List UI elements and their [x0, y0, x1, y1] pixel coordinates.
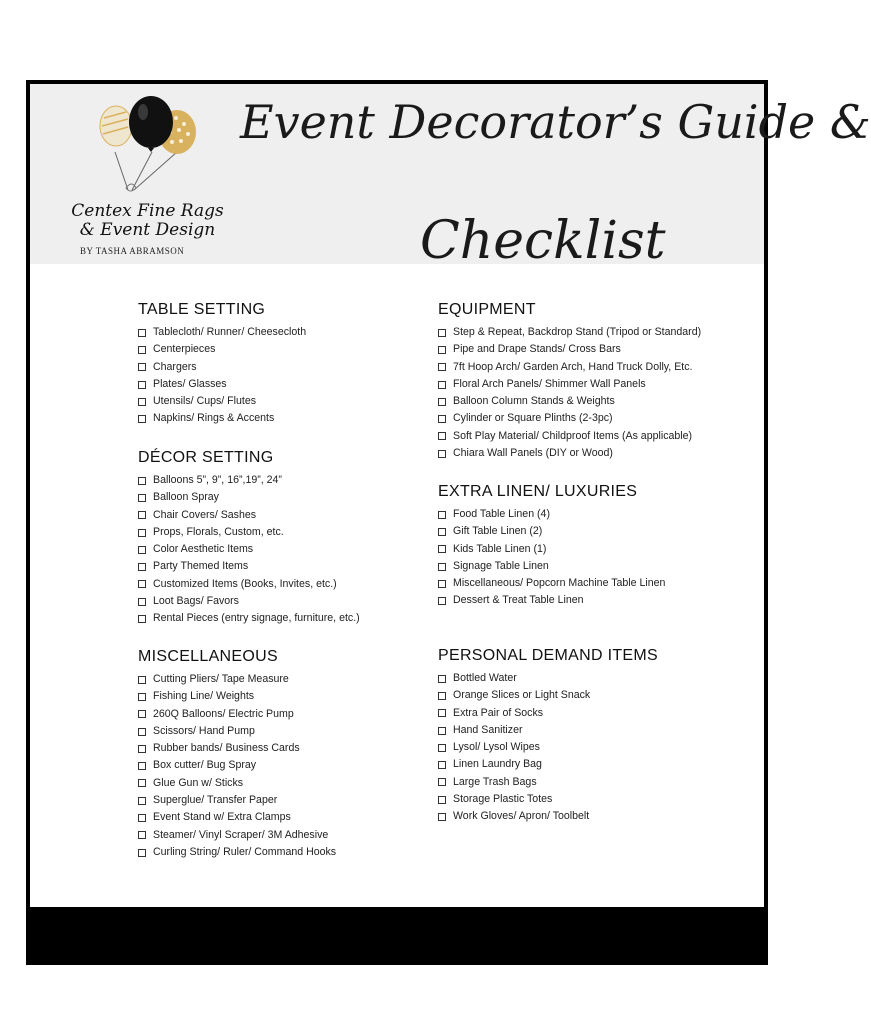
checkbox-icon[interactable]: [438, 415, 446, 423]
section-equipment: [438, 300, 701, 462]
section-decor-setting: [138, 448, 360, 628]
checklist-item-label: Kids Table Linen (1): [453, 542, 547, 555]
checklist-item-label: Fishing Line/ Weights: [153, 690, 255, 703]
checklist-item: [138, 410, 306, 427]
checklist-item: [138, 706, 336, 723]
checklist-item: [138, 671, 336, 688]
checklist-item: [138, 593, 360, 610]
checklist-item-label: Rubber bands/ Business Cards: [153, 742, 300, 755]
checkbox-icon[interactable]: [138, 415, 146, 423]
checkbox-icon[interactable]: [138, 381, 146, 389]
checklist-item-label: Gift Table Linen (2): [453, 525, 543, 538]
section-title: EXTRA LINEN/ LUXURIES: [438, 483, 638, 500]
checkbox-icon[interactable]: [438, 346, 446, 354]
logo-line-1: Centex Fine Rags: [71, 201, 224, 221]
checkbox-icon[interactable]: [438, 363, 446, 371]
checklist-item-label: Bottled Water: [453, 672, 517, 684]
checkbox-icon[interactable]: [138, 477, 146, 485]
footer-band: [30, 907, 764, 961]
checklist-item-label: 7ft Hoop Arch/ Garden Arch, Hand Truck Dolly, Etc.: [453, 360, 693, 373]
checklist-item: [138, 324, 306, 341]
checkbox-icon[interactable]: [438, 398, 446, 406]
logo-wordmark: [60, 202, 235, 240]
checklist-item: [138, 723, 336, 740]
checklist-item: [438, 575, 665, 592]
checklist-item-label: Large Trash Bags: [453, 775, 537, 788]
checklist-item-label: Cutting Pliers/ Tape Measure: [153, 673, 289, 685]
checkbox-icon[interactable]: [438, 381, 446, 389]
page-subtitle: Checklist: [420, 211, 666, 271]
checklist-item: [438, 558, 665, 575]
checklist-item-label: Steamer/ Vinyl Scraper/ 3M Adhesive: [153, 828, 329, 841]
checklist-item-label: Lysol/ Lysol Wipes: [453, 741, 540, 754]
checklist-item-label: Food Table Linen (4): [453, 508, 550, 520]
checklist-item: [138, 844, 336, 861]
checklist-item-label: Utensils/ Cups/ Flutes: [153, 395, 257, 408]
checklist-item-label: Loot Bags/ Favors: [153, 595, 239, 608]
checklist-item-label: Miscellaneous/ Popcorn Machine Table Linen: [453, 577, 666, 590]
checklist-item: [438, 410, 701, 427]
checklist-item-label: Customized Items (Books, Invites, etc.): [153, 577, 337, 590]
checklist-item-label: Linen Laundry Bag: [453, 758, 542, 771]
section-title: EQUIPMENT: [438, 301, 536, 318]
checklist-item-label: Balloon Spray: [153, 491, 219, 504]
checklist-item-label: Step & Repeat, Backdrop Stand (Tripod or Standard): [453, 326, 702, 338]
checklist-item-label: Pipe and Drape Stands/ Cross Bars: [453, 343, 621, 356]
checkbox-icon[interactable]: [138, 563, 146, 571]
document-page: [30, 84, 871, 907]
checklist: [138, 671, 336, 861]
checkbox-icon[interactable]: [438, 580, 446, 588]
checklist-item-label: Work Gloves/ Apron/ Toolbelt: [453, 810, 590, 823]
company-logo: [60, 90, 240, 260]
header-band: [30, 84, 871, 271]
balloons-icon: [60, 90, 240, 202]
checkbox-icon[interactable]: [438, 511, 446, 519]
checkbox-icon[interactable]: [138, 546, 146, 554]
checklist-item: [438, 791, 658, 808]
checklist-item-label: 260Q Balloons/ Electric Pump: [153, 707, 294, 720]
checklist-item: [438, 445, 701, 462]
checklist-item: [138, 610, 360, 627]
checkbox-icon[interactable]: [138, 511, 146, 519]
checklist-item-label: Balloons 5”, 9”, 16”,19”, 24”: [153, 474, 282, 486]
checklist-item-label: Tablecloth/ Runner/ Cheesecloth: [153, 326, 307, 338]
checklist-item: [438, 324, 701, 341]
checklist-item: [438, 705, 658, 722]
checklist-item-label: Signage Table Linen: [453, 559, 549, 572]
checklist-item: [438, 506, 665, 523]
checklist-item-label: Curling String/ Ruler/ Command Hooks: [153, 845, 337, 858]
checkbox-icon[interactable]: [438, 432, 446, 440]
checklist-item: [138, 827, 336, 844]
section-extra-linen: [438, 482, 665, 610]
checklist-item-label: Color Aesthetic Items: [153, 543, 254, 556]
checklist-item: [438, 393, 701, 410]
checkbox-icon[interactable]: [438, 450, 446, 458]
checklist-item-label: Storage Plastic Totes: [453, 793, 553, 806]
checklist-item: [438, 541, 665, 558]
checklist-item: [138, 576, 360, 593]
checklist-item-label: Centerpieces: [153, 343, 216, 356]
checkbox-icon[interactable]: [438, 796, 446, 804]
checklist-item: [138, 524, 360, 541]
checklist: [438, 506, 665, 610]
checklist-item: [438, 808, 658, 825]
checkbox-icon[interactable]: [438, 545, 446, 553]
page-frame: [26, 80, 871, 965]
checkbox-icon[interactable]: [138, 779, 146, 787]
checklist: [438, 670, 658, 826]
checklist-item: [438, 756, 658, 773]
checklist-item: [138, 507, 360, 524]
checkbox-icon[interactable]: [438, 813, 446, 821]
checklist-item-label: Floral Arch Panels/ Shimmer Wall Panels: [453, 377, 646, 390]
checklist-item: [138, 489, 360, 506]
checklist-item: [138, 688, 336, 705]
section-personal-demand: [438, 646, 658, 826]
checkbox-icon[interactable]: [138, 693, 146, 701]
checkbox-icon[interactable]: [138, 728, 146, 736]
checklist-item-label: Soft Play Material/ Childproof Items (As applicable): [453, 429, 693, 442]
checklist: [138, 324, 306, 428]
checklist-item-label: Dessert & Treat Table Linen: [453, 594, 584, 607]
checkbox-icon[interactable]: [138, 762, 146, 770]
checklist-item: [438, 359, 701, 376]
checklist: [138, 472, 360, 628]
checklist-item-label: Props, Florals, Custom, etc.: [153, 525, 284, 538]
checkbox-icon[interactable]: [138, 797, 146, 805]
checklist-item: [438, 670, 658, 687]
checklist-item-label: Rental Pieces (entry signage, furniture, etc.): [153, 612, 360, 625]
checklist-item: [138, 359, 306, 376]
checkbox-icon[interactable]: [438, 744, 446, 752]
checklist-item-label: Scissors/ Hand Pump: [153, 724, 255, 737]
checklist-item-label: Event Stand w/ Extra Clamps: [153, 811, 291, 824]
checkbox-icon[interactable]: [138, 363, 146, 371]
checklist-item-label: Chair Covers/ Sashes: [153, 508, 257, 521]
checklist-item-label: Superglue/ Transfer Paper: [153, 794, 278, 807]
checklist: [438, 324, 701, 462]
checklist-item-label: Extra Pair of Socks: [453, 706, 544, 719]
checkbox-icon[interactable]: [138, 494, 146, 502]
section-title: PERSONAL DEMAND ITEMS: [438, 647, 658, 664]
checkbox-icon[interactable]: [138, 329, 146, 337]
checkbox-icon[interactable]: [138, 529, 146, 537]
checkbox-icon[interactable]: [438, 528, 446, 536]
checkbox-icon[interactable]: [438, 675, 446, 683]
checklist-item: [138, 809, 336, 826]
page-title: Event Decorator’s Guide &: [240, 95, 871, 149]
checkbox-icon[interactable]: [438, 563, 446, 571]
checkbox-icon[interactable]: [138, 346, 146, 354]
checklist-item: [138, 740, 336, 757]
section-title: TABLE SETTING: [138, 301, 266, 318]
checklist-item-label: Hand Sanitizer: [453, 723, 523, 736]
section-title: MISCELLANEOUS: [138, 648, 278, 665]
logo-byline: BY TASHA ABRAMSON: [80, 246, 185, 256]
checkbox-icon[interactable]: [438, 692, 446, 700]
checklist-item-label: Chiara Wall Panels (DIY or Wood): [453, 447, 613, 460]
checklist-item: [438, 523, 665, 540]
checklist-item: [138, 558, 360, 575]
checkbox-icon[interactable]: [138, 398, 146, 406]
checkbox-icon[interactable]: [138, 831, 146, 839]
checklist-item: [438, 774, 658, 791]
checkbox-icon[interactable]: [438, 709, 446, 717]
checkbox-icon[interactable]: [438, 329, 446, 337]
checklist-item: [138, 341, 306, 358]
checklist-item: [138, 541, 360, 558]
checklist-item: [438, 739, 658, 756]
section-miscellaneous: [138, 647, 336, 861]
checklist-item: [138, 757, 336, 774]
checklist-item: [438, 376, 701, 393]
checklist-item: [438, 722, 658, 739]
checklist-item: [138, 393, 306, 410]
checklist-item-label: Cylinder or Square Plinths (2-3pc): [453, 412, 613, 425]
checkbox-icon[interactable]: [438, 778, 446, 786]
checkbox-icon[interactable]: [138, 676, 146, 684]
checklist-item: [138, 775, 336, 792]
checklist-item-label: Balloon Column Stands & Weights: [453, 395, 615, 408]
checkbox-icon[interactable]: [438, 761, 446, 769]
section-table-setting: [138, 300, 306, 428]
checklist-item-label: Chargers: [153, 360, 197, 373]
checkbox-icon[interactable]: [138, 814, 146, 822]
checklist-item: [438, 592, 665, 609]
checklist-item-label: Box cutter/ Bug Spray: [153, 759, 257, 772]
checkbox-icon[interactable]: [438, 597, 446, 605]
checkbox-icon[interactable]: [138, 849, 146, 857]
checklist-item: [138, 376, 306, 393]
checklist-item-label: Plates/ Glasses: [153, 377, 227, 390]
checkbox-icon[interactable]: [138, 580, 146, 588]
checklist-item-label: Party Themed Items: [153, 560, 249, 573]
checklist-item-label: Napkins/ Rings & Accents: [153, 412, 275, 425]
checkbox-icon[interactable]: [138, 598, 146, 606]
checklist-item-label: Orange Slices or Light Snack: [453, 689, 591, 702]
checkbox-icon[interactable]: [138, 745, 146, 753]
checklist-item-label: Glue Gun w/ Sticks: [153, 776, 244, 789]
checklist-item: [438, 428, 701, 445]
checkbox-icon[interactable]: [438, 727, 446, 735]
checklist-item: [438, 687, 658, 704]
checklist-item: [138, 472, 360, 489]
checkbox-icon[interactable]: [138, 710, 146, 718]
checklist-item: [138, 792, 336, 809]
section-title: DÉCOR SETTING: [138, 449, 274, 466]
checkbox-icon[interactable]: [138, 615, 146, 623]
logo-line-2: & Event Design: [79, 220, 216, 240]
checklist-item: [438, 341, 701, 358]
